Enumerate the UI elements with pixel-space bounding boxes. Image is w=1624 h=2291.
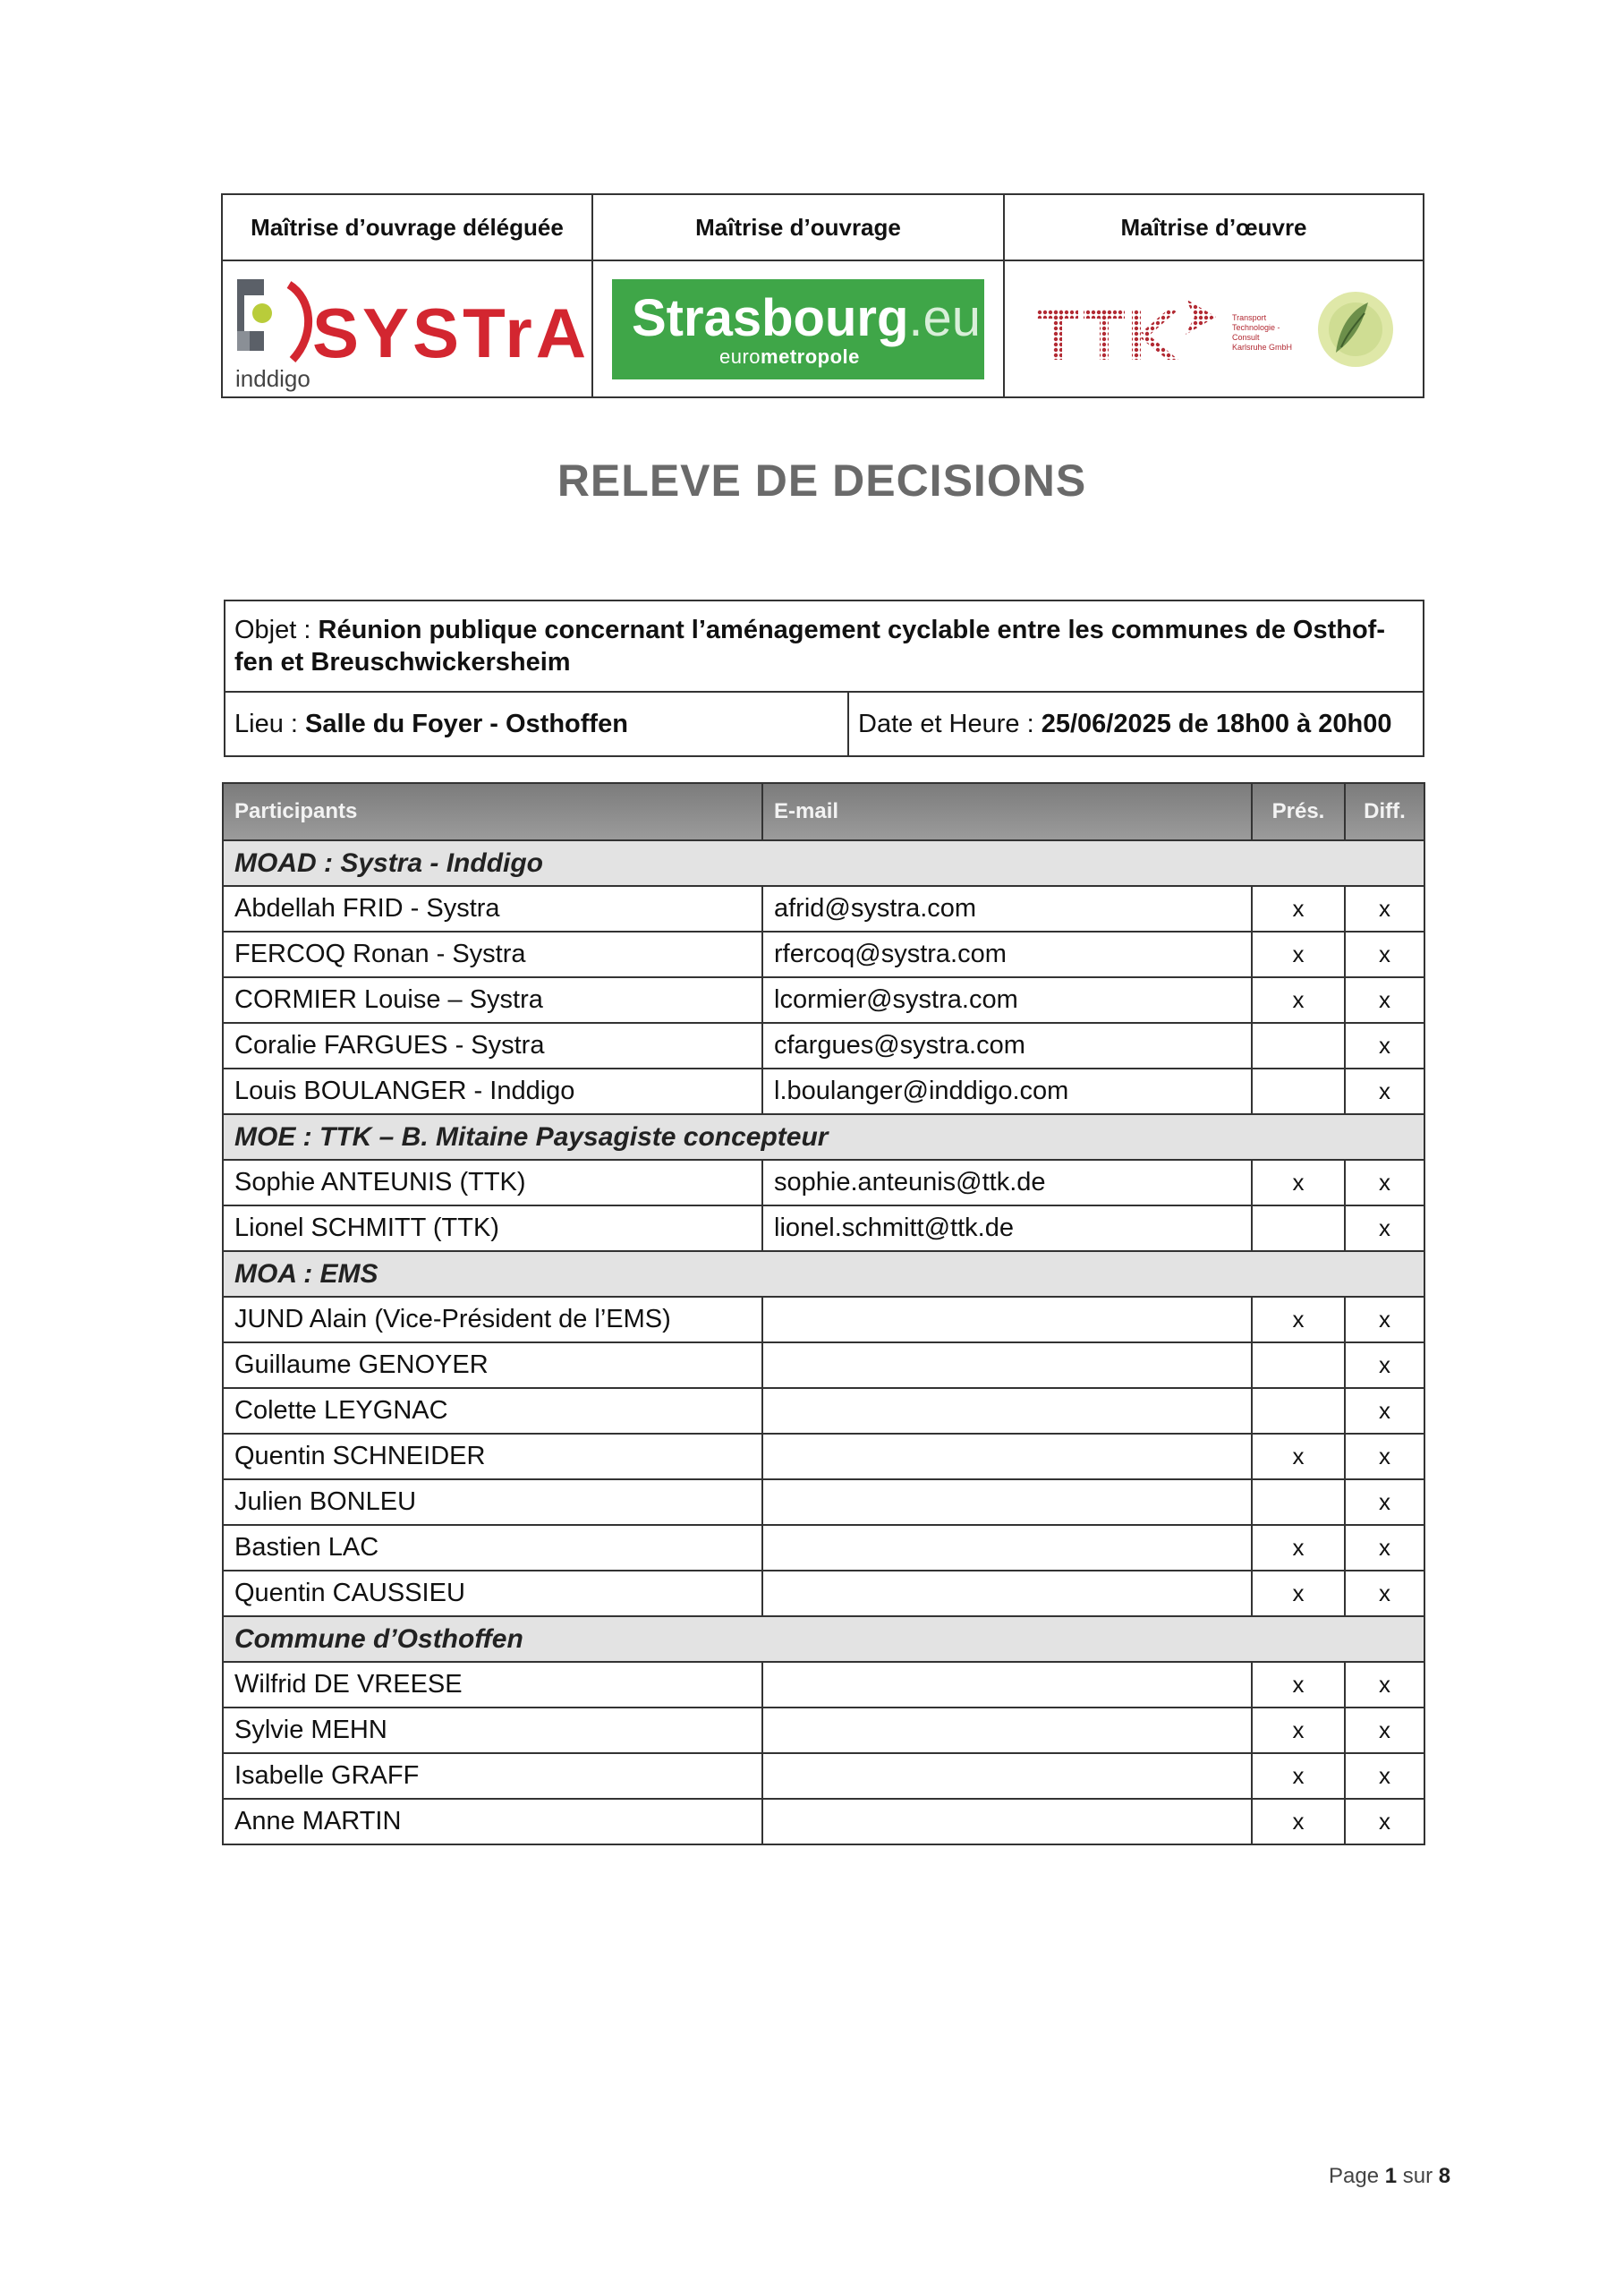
table-row bbox=[223, 1708, 1424, 1753]
objet-cell bbox=[225, 600, 1424, 692]
participant-email bbox=[762, 1753, 1252, 1799]
table-row bbox=[223, 1571, 1424, 1616]
presence-mark bbox=[1252, 1205, 1345, 1251]
date-value: 25/06/2025 de 18h00 à 20h00 bbox=[1041, 709, 1392, 738]
participant-name: Wilfrid DE VREESE bbox=[223, 1662, 762, 1708]
ttk-logo-icon bbox=[1037, 294, 1243, 365]
diffusion-mark: x bbox=[1345, 1023, 1424, 1069]
strasbourg-logo bbox=[612, 279, 984, 379]
presence-mark: x bbox=[1252, 886, 1345, 932]
lieu-label: Lieu : bbox=[234, 709, 305, 738]
diffusion-mark: x bbox=[1345, 1571, 1424, 1616]
presence-mark bbox=[1252, 1388, 1345, 1434]
diffusion-mark: x bbox=[1345, 1069, 1424, 1114]
participant-email bbox=[762, 1434, 1252, 1479]
participant-name: Guillaume GENOYER bbox=[223, 1342, 762, 1388]
participant-email bbox=[762, 1297, 1252, 1342]
table-row bbox=[223, 932, 1424, 977]
participant-email: rfercoq@systra.com bbox=[762, 932, 1252, 977]
table-row bbox=[223, 1297, 1424, 1342]
table-row bbox=[223, 977, 1424, 1023]
date-cell bbox=[848, 692, 1424, 756]
presence-mark: x bbox=[1252, 1708, 1345, 1753]
table-row bbox=[223, 1753, 1424, 1799]
participant-email: lcormier@systra.com bbox=[762, 977, 1252, 1023]
inddigo-logo-icon bbox=[237, 279, 289, 351]
presence-mark: x bbox=[1252, 1297, 1345, 1342]
participant-email: sophie.anteunis@ttk.de bbox=[762, 1160, 1252, 1205]
participant-name: Anne MARTIN bbox=[223, 1799, 762, 1844]
table-row bbox=[223, 1069, 1424, 1114]
group-title: MOE : TTK – B. Mitaine Paysagiste concepteur bbox=[223, 1114, 1424, 1160]
participant-name: Abdellah FRID - Systra bbox=[223, 886, 762, 932]
participant-email: cfargues@systra.com bbox=[762, 1023, 1252, 1069]
group-title: MOAD : Systra - Inddigo bbox=[223, 840, 1424, 886]
table-row bbox=[223, 1799, 1424, 1844]
participant-name: Bastien LAC bbox=[223, 1525, 762, 1571]
participant-name: Sophie ANTEUNIS (TTK) bbox=[223, 1160, 762, 1205]
page-number: 1 bbox=[1384, 2164, 1398, 2188]
table-row bbox=[223, 1388, 1424, 1434]
strasbourg-logo-sub: eurometropole bbox=[719, 345, 860, 368]
diffusion-mark: x bbox=[1345, 1708, 1424, 1753]
logo-cell-ttk bbox=[1004, 260, 1424, 397]
participant-name: Julien BONLEU bbox=[223, 1479, 762, 1525]
diffusion-mark: x bbox=[1345, 1434, 1424, 1479]
ttk-small-text: Transport Technologie - Consult Karlsruhe GmbH bbox=[1232, 313, 1293, 352]
table-row bbox=[223, 1434, 1424, 1479]
diffusion-mark: x bbox=[1345, 1479, 1424, 1525]
diffusion-mark: x bbox=[1345, 1160, 1424, 1205]
presence-mark: x bbox=[1252, 977, 1345, 1023]
meeting-info-table bbox=[224, 600, 1424, 757]
diffusion-mark: x bbox=[1345, 886, 1424, 932]
participant-email: l.boulanger@inddigo.com bbox=[762, 1069, 1252, 1114]
table-row bbox=[223, 1205, 1424, 1251]
objet-value: Réunion publique concernant l’aménagement cyclable entre les communes de Osthof-fen et Breuschwickersheim bbox=[234, 616, 1385, 677]
strasbourg-logo-main: Strasbourg.eu bbox=[632, 288, 982, 347]
col-header-diff: Diff. bbox=[1345, 783, 1424, 840]
table-row bbox=[223, 1525, 1424, 1571]
participant-name: Sylvie MEHN bbox=[223, 1708, 762, 1753]
logo-cell-strasbourg bbox=[592, 260, 1004, 397]
diffusion-mark: x bbox=[1345, 977, 1424, 1023]
participant-name: Quentin CAUSSIEU bbox=[223, 1571, 762, 1616]
presence-mark: x bbox=[1252, 932, 1345, 977]
participant-name: Lionel SCHMITT (TTK) bbox=[223, 1205, 762, 1251]
presence-mark bbox=[1252, 1069, 1345, 1114]
participant-email bbox=[762, 1342, 1252, 1388]
group-title: Commune d’Osthoffen bbox=[223, 1616, 1424, 1662]
presence-mark bbox=[1252, 1342, 1345, 1388]
header-moa: Maîtrise d’ouvrage bbox=[592, 194, 1004, 260]
table-row bbox=[223, 1023, 1424, 1069]
page-title: RELEVE DE DECISIONS bbox=[557, 456, 1087, 506]
logo-cell-systra bbox=[222, 260, 592, 397]
page-label: Page bbox=[1329, 2164, 1385, 2188]
participants-body bbox=[223, 840, 1424, 1844]
diffusion-mark: x bbox=[1345, 1205, 1424, 1251]
diffusion-mark: x bbox=[1345, 932, 1424, 977]
participant-email bbox=[762, 1388, 1252, 1434]
participant-name: Colette LEYGNAC bbox=[223, 1388, 762, 1434]
group-row bbox=[223, 840, 1424, 886]
participant-email bbox=[762, 1479, 1252, 1525]
participant-email bbox=[762, 1525, 1252, 1571]
diffusion-mark: x bbox=[1345, 1297, 1424, 1342]
presence-mark: x bbox=[1252, 1160, 1345, 1205]
participant-name: CORMIER Louise – Systra bbox=[223, 977, 762, 1023]
participant-email: afrid@systra.com bbox=[762, 886, 1252, 932]
participant-name: Coralie FARGUES - Systra bbox=[223, 1023, 762, 1069]
participants-table bbox=[222, 782, 1425, 1845]
diffusion-mark: x bbox=[1345, 1753, 1424, 1799]
diffusion-mark: x bbox=[1345, 1799, 1424, 1844]
participant-email bbox=[762, 1571, 1252, 1616]
header-table bbox=[221, 193, 1424, 398]
diffusion-mark: x bbox=[1345, 1388, 1424, 1434]
diffusion-mark: x bbox=[1345, 1342, 1424, 1388]
table-row bbox=[223, 1662, 1424, 1708]
participant-name: FERCOQ Ronan - Systra bbox=[223, 932, 762, 977]
page-footer bbox=[1329, 2164, 1450, 2189]
presence-mark bbox=[1252, 1023, 1345, 1069]
mitaine-logo-icon bbox=[1316, 290, 1395, 369]
col-header-email: E-mail bbox=[762, 783, 1252, 840]
systra-logo-text: SYSTrA bbox=[312, 294, 591, 372]
group-title: MOA : EMS bbox=[223, 1251, 1424, 1297]
participant-email bbox=[762, 1662, 1252, 1708]
participant-email bbox=[762, 1708, 1252, 1753]
participant-email: lionel.schmitt@ttk.de bbox=[762, 1205, 1252, 1251]
participant-name: JUND Alain (Vice-Président de l’EMS) bbox=[223, 1297, 762, 1342]
inddigo-label: inddigo bbox=[235, 365, 310, 392]
group-row bbox=[223, 1114, 1424, 1160]
date-label: Date et Heure : bbox=[858, 709, 1042, 738]
col-header-participants: Participants bbox=[223, 783, 762, 840]
lieu-value: Salle du Foyer - Osthoffen bbox=[305, 709, 628, 738]
lieu-cell bbox=[225, 692, 848, 756]
participant-name: Isabelle GRAFF bbox=[223, 1753, 762, 1799]
participant-email bbox=[762, 1799, 1252, 1844]
header-moe: Maîtrise d’œuvre bbox=[1004, 194, 1424, 260]
participants-header-row bbox=[223, 783, 1424, 840]
presence-mark: x bbox=[1252, 1662, 1345, 1708]
presence-mark: x bbox=[1252, 1525, 1345, 1571]
page-total: 8 bbox=[1438, 2164, 1451, 2188]
table-row bbox=[223, 1479, 1424, 1525]
page-sur: sur bbox=[1397, 2164, 1439, 2188]
presence-mark bbox=[1252, 1479, 1345, 1525]
group-row bbox=[223, 1251, 1424, 1297]
table-row bbox=[223, 1342, 1424, 1388]
objet-label: Objet : bbox=[234, 616, 319, 644]
table-row bbox=[223, 886, 1424, 932]
participant-name: Quentin SCHNEIDER bbox=[223, 1434, 762, 1479]
col-header-pres: Prés. bbox=[1252, 783, 1345, 840]
group-row bbox=[223, 1616, 1424, 1662]
presence-mark: x bbox=[1252, 1571, 1345, 1616]
header-moad: Maîtrise d’ouvrage déléguée bbox=[222, 194, 592, 260]
participant-name: Louis BOULANGER - Inddigo bbox=[223, 1069, 762, 1114]
table-row bbox=[223, 1160, 1424, 1205]
presence-mark: x bbox=[1252, 1753, 1345, 1799]
presence-mark: x bbox=[1252, 1799, 1345, 1844]
diffusion-mark: x bbox=[1345, 1525, 1424, 1571]
presence-mark: x bbox=[1252, 1434, 1345, 1479]
diffusion-mark: x bbox=[1345, 1662, 1424, 1708]
